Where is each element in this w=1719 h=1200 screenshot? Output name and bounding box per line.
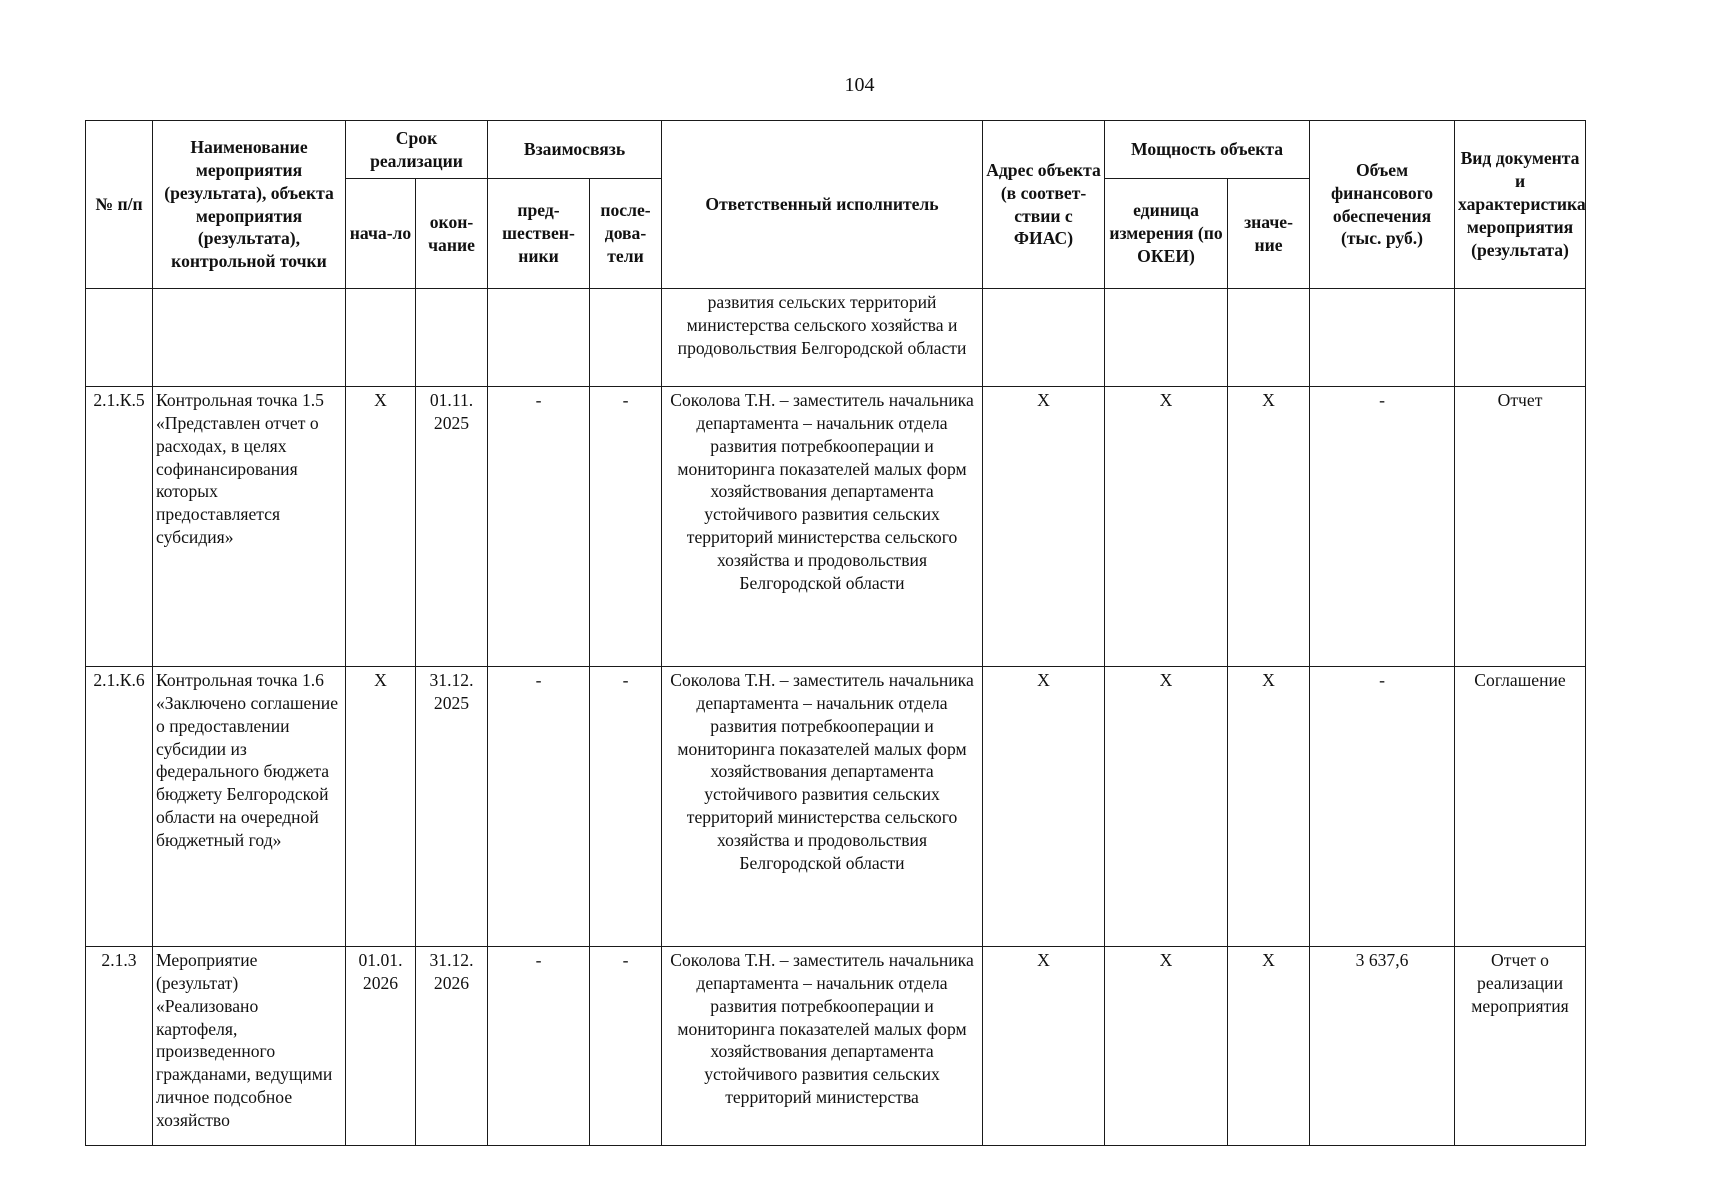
row-doc xyxy=(1455,289,1586,387)
row-end: 31.12. 2025 xyxy=(416,667,488,947)
table-row xyxy=(86,387,1586,667)
row-doc: Отчет о реализации мероприятия xyxy=(1455,947,1586,1146)
row-address: Х xyxy=(983,387,1105,667)
table-row xyxy=(86,289,1586,387)
header-predecessors: пред-шествен-ники xyxy=(488,179,590,289)
row-name: Контрольная точка 1.6 «Заключено соглашение о предоставлении субсидии из федерального бюджета бюджету Белгородской области на очередной бюджетный год» xyxy=(153,667,346,947)
row-successors: - xyxy=(590,667,662,947)
row-start xyxy=(346,289,416,387)
header-executor: Ответственный исполнитель xyxy=(662,121,983,289)
row-start: 01.01. 2026 xyxy=(346,947,416,1146)
row-predecessors: - xyxy=(488,947,590,1146)
row-successors xyxy=(590,289,662,387)
row-predecessors: - xyxy=(488,387,590,667)
row-successors: - xyxy=(590,947,662,1146)
row-num: 2.1.К.6 xyxy=(86,667,153,947)
row-end: 01.11. 2025 xyxy=(416,387,488,667)
row-address xyxy=(983,289,1105,387)
row-end xyxy=(416,289,488,387)
header-num: № п/п xyxy=(86,121,153,289)
row-end: 31.12. 2026 xyxy=(416,947,488,1146)
table-row xyxy=(86,667,1586,947)
row-name: Мероприятие (результат) «Реализовано картофеля, произведенного гражданами, ведущими личное подсобное хозяйство xyxy=(153,947,346,1146)
row-unit: Х xyxy=(1105,947,1228,1146)
row-value xyxy=(1228,289,1310,387)
row-start: Х xyxy=(346,387,416,667)
row-num xyxy=(86,289,153,387)
row-doc: Соглашение xyxy=(1455,667,1586,947)
row-doc: Отчет xyxy=(1455,387,1586,667)
activities-table xyxy=(85,120,1586,1146)
page-number: 104 xyxy=(844,74,875,96)
row-predecessors: - xyxy=(488,667,590,947)
row-executor: Соколова Т.Н. – заместитель начальника департамента – начальник отдела развития потребкооперации и мониторинга показателей малых форм хозяйствования департамента устойчивого развития сельских территорий министерства сельского хозяйства и продовольствия Белгородской области xyxy=(662,667,983,947)
table-row xyxy=(86,947,1586,1146)
table-header-row xyxy=(86,121,1586,179)
row-address: Х xyxy=(983,667,1105,947)
row-successors: - xyxy=(590,387,662,667)
row-unit xyxy=(1105,289,1228,387)
header-capacity: Мощность объекта xyxy=(1105,121,1310,179)
row-unit: Х xyxy=(1105,667,1228,947)
header-unit: единица измерения (по ОКЕИ) xyxy=(1105,179,1228,289)
row-value: Х xyxy=(1228,667,1310,947)
row-funding: - xyxy=(1310,387,1455,667)
row-value: Х xyxy=(1228,387,1310,667)
row-name xyxy=(153,289,346,387)
header-funding: Объем финансового обеспечения (тыс. руб.) xyxy=(1310,121,1455,289)
header-name: Наименование мероприятия (результата), объекта мероприятия (результата), контрольной точки xyxy=(153,121,346,289)
row-name: Контрольная точка 1.5 «Представлен отчет о расходах, в целях софинансирования которых предоставляется субсидия» xyxy=(153,387,346,667)
row-value: Х xyxy=(1228,947,1310,1146)
header-value: значе-ние xyxy=(1228,179,1310,289)
header-address: Адрес объекта (в соответ-ствии с ФИАС) xyxy=(983,121,1105,289)
header-period: Срок реализации xyxy=(346,121,488,179)
row-funding xyxy=(1310,289,1455,387)
row-funding: 3 637,6 xyxy=(1310,947,1455,1146)
row-executor: развития сельских территорий министерства сельского хозяйства и продовольствия Белгородской области xyxy=(662,289,983,387)
row-predecessors xyxy=(488,289,590,387)
header-period-end: окон-чание xyxy=(416,179,488,289)
row-executor: Соколова Т.Н. – заместитель начальника департамента – начальник отдела развития потребкооперации и мониторинга показателей малых форм хозяйствования департамента устойчивого развития сельских территорий министерства сельского хозяйства и продовольствия Белгородской области xyxy=(662,387,983,667)
header-successors: после-дова-тели xyxy=(590,179,662,289)
header-relation: Взаимосвязь xyxy=(488,121,662,179)
row-funding: - xyxy=(1310,667,1455,947)
row-address: Х xyxy=(983,947,1105,1146)
header-period-start: нача-ло xyxy=(346,179,416,289)
row-unit: Х xyxy=(1105,387,1228,667)
row-start: Х xyxy=(346,667,416,947)
row-num: 2.1.3 xyxy=(86,947,153,1146)
header-doc-type: Вид документа и характеристика мероприятия (результата) xyxy=(1455,121,1586,289)
row-executor: Соколова Т.Н. – заместитель начальника департамента – начальник отдела развития потребкооперации и мониторинга показателей малых форм хозяйствования департамента устойчивого развития сельских территорий министерства xyxy=(662,947,983,1146)
row-num: 2.1.К.5 xyxy=(86,387,153,667)
